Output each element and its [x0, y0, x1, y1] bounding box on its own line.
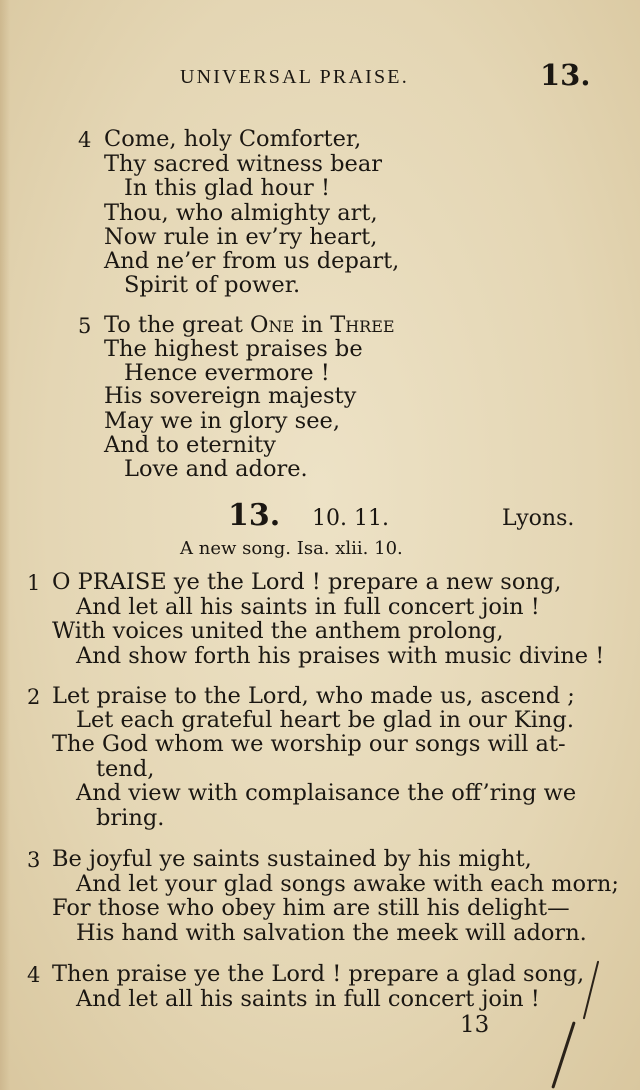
- verse-line: Now rule in ev’ry heart,: [104, 224, 378, 250]
- stanza-number: 4: [27, 963, 41, 987]
- verse-line: Let each grateful heart be glad in our King.: [76, 707, 574, 733]
- stanza-number: 4: [78, 128, 92, 152]
- verse-line: Come, holy Comforter,: [104, 126, 362, 152]
- verse-line: And let your glad songs awake with each morn;: [76, 871, 619, 897]
- verse-line: bring.: [96, 805, 165, 831]
- stanza-number: 1: [27, 571, 41, 595]
- verse-line: And show forth his praises with music divine !: [76, 643, 605, 669]
- stanza-number: 2: [27, 685, 41, 709]
- signature-mark: 13: [460, 1012, 490, 1038]
- verse-line: And let all his saints in full concert join !: [76, 594, 540, 620]
- verse-line: In this glad hour !: [124, 175, 331, 201]
- pencil-stroke: [583, 961, 599, 1020]
- stanza-number: 3: [27, 848, 41, 872]
- hymn-meter: 10. 11.: [312, 506, 389, 531]
- verse-line: tend,: [96, 756, 155, 782]
- verse-line: Thou, who almighty art,: [104, 200, 378, 226]
- verse-line: The highest praises be: [104, 336, 363, 362]
- verse-line: Love and adore.: [124, 456, 308, 482]
- verse-line: His sovereign majesty: [104, 383, 357, 409]
- running-header-title: UNIVERSAL PRAISE.: [180, 66, 409, 88]
- verse-line: O PRAISE ye the Lord ! prepare a new song,: [52, 569, 562, 595]
- page-number: 13.: [540, 58, 591, 92]
- verse-line: And ne’er from us depart,: [104, 248, 400, 274]
- hymn-subtitle: A new song. Isa. xlii. 10.: [180, 538, 403, 559]
- verse-line: And view with complaisance the off’ring we: [76, 780, 577, 806]
- verse-line: With voices united the anthem prolong,: [52, 618, 504, 644]
- verse-line: Hence evermore !: [124, 360, 330, 386]
- verse-line: The God whom we worship our songs will at-: [52, 731, 566, 757]
- verse-line: For those who obey him are still his delight—: [52, 895, 570, 921]
- verse-line: His hand with salvation the meek will adorn.: [76, 920, 587, 946]
- verse-line: Thy sacred witness bear: [104, 151, 382, 177]
- verse-line: And to eternity: [104, 432, 276, 458]
- verse-line: Let praise to the Lord, who made us, ascend ;: [52, 683, 575, 709]
- stanza-number: 5: [78, 314, 92, 338]
- pencil-stroke: [551, 1021, 575, 1089]
- verse-line: May we in glory see,: [104, 408, 340, 434]
- verse-line: And let all his saints in full concert join !: [76, 986, 540, 1012]
- page-edge-shadow: [0, 0, 10, 1090]
- hymn-number: 13.: [228, 498, 281, 533]
- verse-line: Be joyful ye saints sustained by his might,: [52, 846, 532, 872]
- verse-line: Spirit of power.: [124, 272, 301, 298]
- hymn-tune: Lyons.: [502, 506, 575, 531]
- verse-line: To the great One in Three: [104, 312, 395, 338]
- verse-line: Then praise ye the Lord ! prepare a glad song,: [52, 961, 585, 987]
